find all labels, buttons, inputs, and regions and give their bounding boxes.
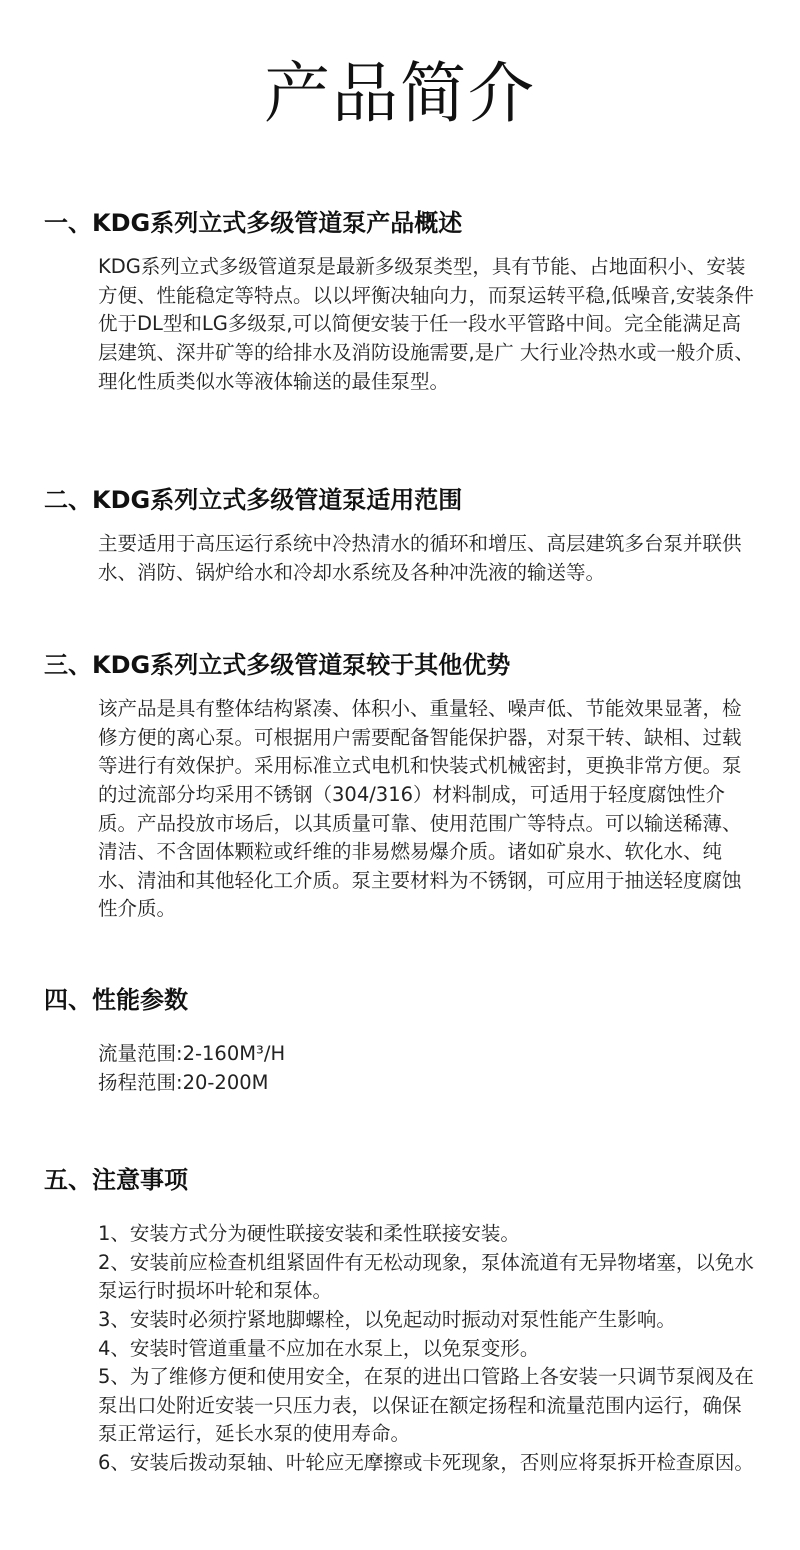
section-advantages: [44, 650, 764, 924]
list-item: 3、安装时必须拧紧地脚螺栓，以免起动时振动对泵性能产生影响。: [98, 1307, 676, 1331]
paragraph: 主要适用于高压运行系统中冷热清水的循环和增压、高层建筑多台泵并联供水、消防、锅炉给水和冷却水系统及各种冲洗液的输送等。: [98, 532, 742, 584]
section-overview: [44, 208, 764, 396]
paragraph: KDG系列立式多级管道泵是最新多级泵类型，具有节能、占地面积小、安装方便、性能稳定等特点。以以坪衡决轴向力，而泵运转平稳,低噪音,安装条件优于DL型和LG多级泵,可以简便安装于任一段水平管路中间。完全能满足高层建筑、深井矿等的给排水及消防设施需要,是广 大行业冷热水或一般介质、理化性质类似水等液体输送的最佳泵型。: [98, 255, 754, 393]
section-body: [98, 253, 758, 396]
section-body: [98, 530, 758, 587]
param-flow-range: 流量范围:2-160M³/H: [98, 1042, 286, 1066]
section-heading: 三、KDG系列立式多级管道泵较于其他优势: [44, 651, 511, 679]
param-head-range: 扬程范围:20-200M: [98, 1070, 269, 1094]
section-heading: 四、性能参数: [44, 986, 188, 1014]
section-body: [98, 695, 758, 924]
list-item: 4、安装时管道重量不应加在水泵上，以免泵变形。: [98, 1336, 540, 1360]
section-heading: 二、KDG系列立式多级管道泵适用范围: [44, 486, 463, 514]
section-heading: 五、注意事项: [44, 1166, 188, 1194]
list-item: 6、安装后拨动泵轴、叶轮应无摩擦或卡死现象，否则应将泵拆开检查原因。: [98, 1450, 754, 1474]
list-item: 5、为了维修方便和使用安全，在泵的进出口管路上各安装一只调节泵阀及在泵出口处附近安装一只压力表，以保证在额定扬程和流量范围内运行，确保泵正常运行，延长水泵的使用寿命。: [98, 1365, 754, 1446]
section-heading: 一、KDG系列立式多级管道泵产品概述: [44, 209, 463, 237]
section-performance-params: [44, 985, 764, 1097]
section-body: [98, 1040, 758, 1097]
section-precautions: [44, 1165, 764, 1478]
section-body: [98, 1220, 758, 1477]
page-title: 产品简介: [264, 55, 536, 132]
list-item: 2、安装前应检查机组紧固件有无松动现象，泵体流道有无异物堵塞，以免水泵运行时损坏叶轮和泵体。: [98, 1250, 754, 1303]
list-item: 1、安装方式分为硬性联接安装和柔性联接安装。: [98, 1222, 520, 1246]
section-application-scope: [44, 485, 764, 587]
paragraph: 该产品是具有整体结构紧凑、体积小、重量轻、噪声低、节能效果显著，检修方便的离心泵。可根据用户需要配备智能保护器，对泵干转、缺相、过载等进行有效保护。采用标准立式电机和快装式机械密封，更换非常方便。泵的过流部分均采用不锈钢（304/316）材料制成，可适用于轻度腐蚀性介质。产品投放市场后，以其质量可靠、使用范围广等特点。可以输送稀薄、清洁、不含固体颗粒或纤维的非易燃易爆介质。诸如矿泉水、软化水、纯水、清油和其他轻化工介质。泵主要材料为不锈钢，可应用于抽送轻度腐蚀性介质。: [98, 697, 742, 921]
